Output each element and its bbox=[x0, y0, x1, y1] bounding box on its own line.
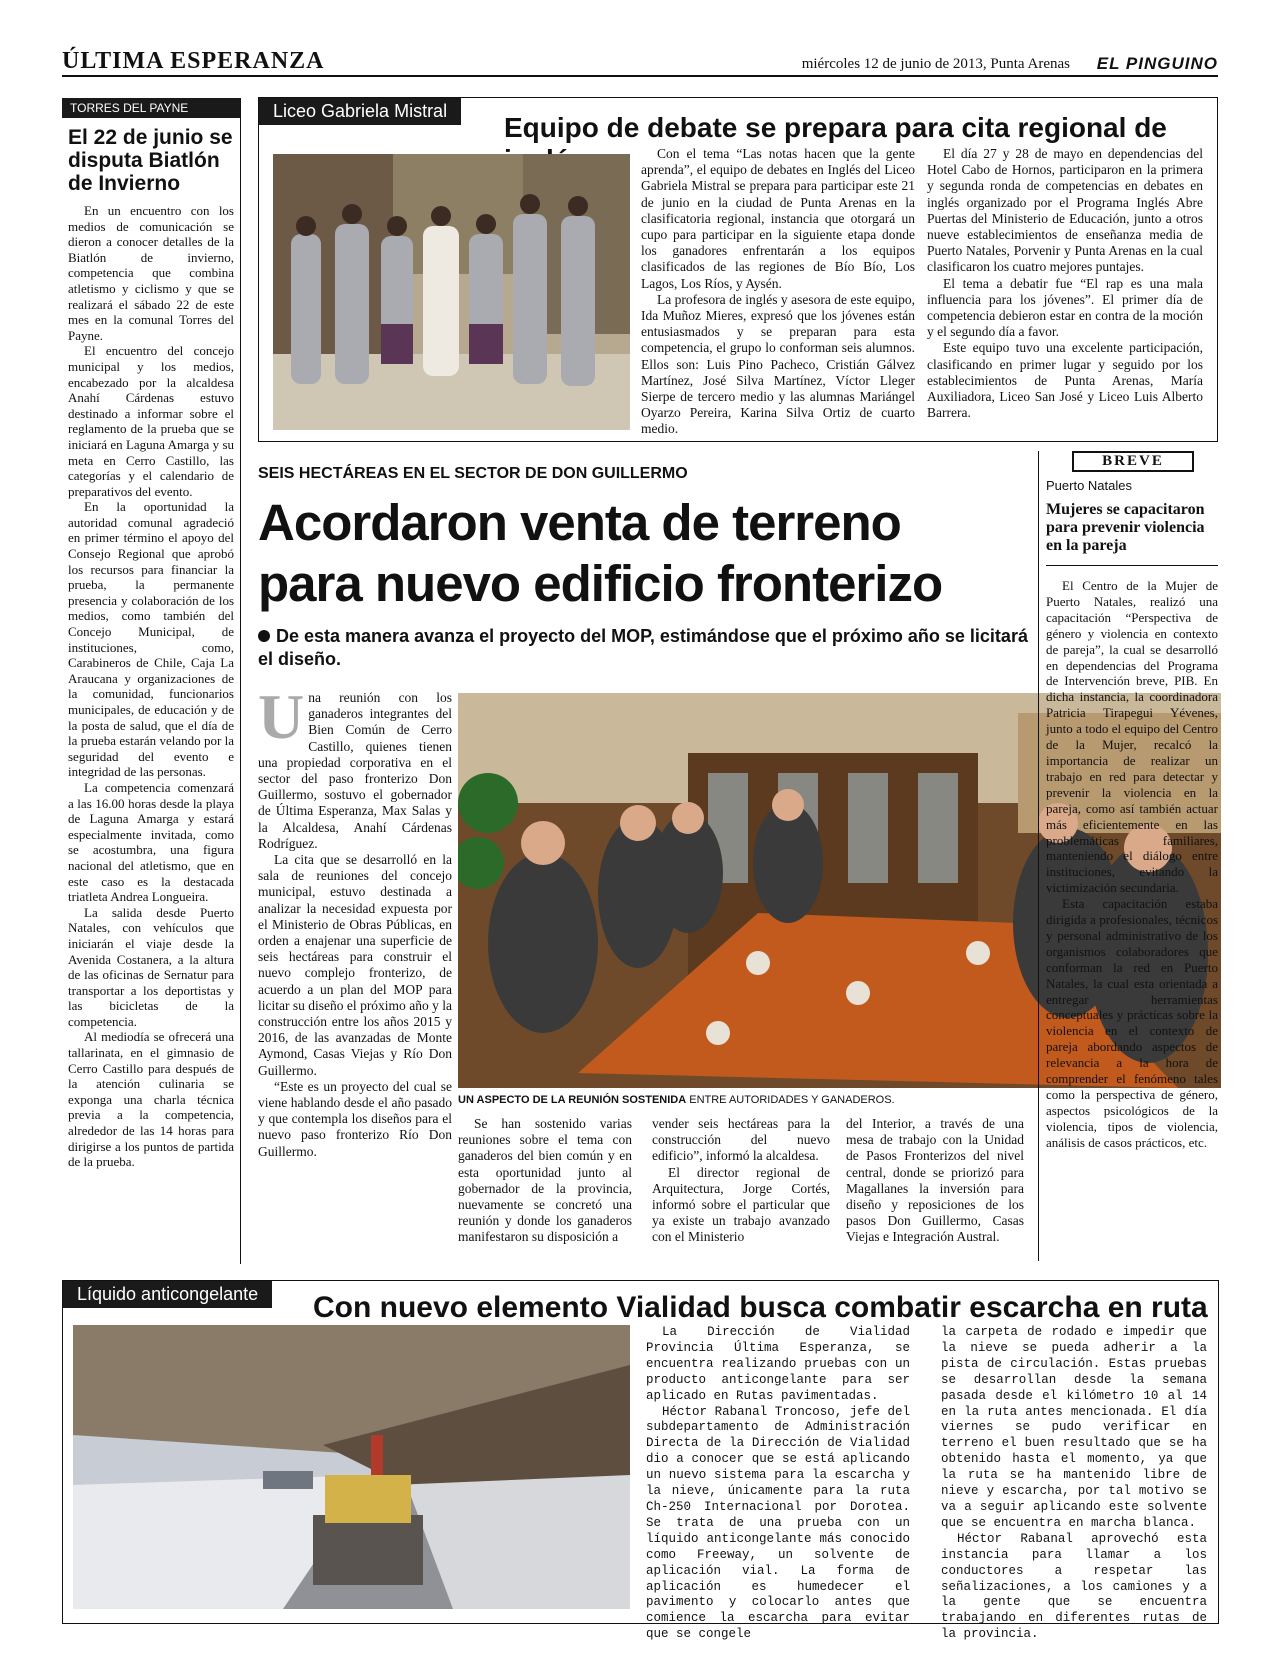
breve-title: Mujeres se capacitaron para prevenir violencia en la pareja bbox=[1046, 501, 1218, 566]
breve-box bbox=[1046, 451, 1218, 1251]
sidebar-article bbox=[62, 98, 234, 1254]
paragraph: Héctor Rabanal Troncoso, jefe del subdepartamento de Administración Directa de la Dirección de Vialidad dio a conocer que se está aplicando un nuevo sistema para la escarcha y la nieve, únicamente para la ruta Ch-250 Internacional por Dorotea. Se trata de una prueba con un líquido anticongelante más conocido como Freeway, un solvente de aplicación vial. La forma de aplicación es humedecer el pavimento y colocarlo antes que comience la escarcha para evitar que se congele bbox=[646, 1404, 910, 1642]
breve-place: Puerto Natales bbox=[1046, 478, 1132, 493]
paragraph: La Dirección de Vialidad Provincia Última Esperanza, se encuentra realizando pruebas con un producto anticongelante para ser aplicado en Rutas pavimentadas. bbox=[646, 1325, 910, 1403]
debate-column-2 bbox=[927, 146, 1203, 421]
bottom-column-2 bbox=[941, 1325, 1207, 1643]
caption-bold: UN ASPECTO DE LA REUNIÓN SOSTENIDA bbox=[458, 1094, 687, 1106]
paragraph: La profesora de inglés y asesora de este equipo, Ida Muñoz Mieres, expresó que los jóvenes están entusiasmados y se preparan para esta competencia, el grupo lo conforman seis alumnos. Ellos son: Luis Pino Pacheco, Cristián Gálvez Martínez, José Silva Martínez, Víctor Lleger Sierpe de tercero medio y las alumnas Mariángel Oyarzo Pereira, Karina Silva Ortiz de cuarto medio. bbox=[641, 291, 915, 437]
sidebar-rule bbox=[240, 98, 241, 1264]
breve-body bbox=[1046, 578, 1218, 1151]
main-bullet-text: De esta manera avanza el proyecto del MOP, estimándose que el próximo año se licitará el diseño. bbox=[258, 626, 1028, 669]
paragraph: Este equipo tuvo una excelente participación, clasificando en primer lugar y seguido por los establecimientos de Punta Arenas, María Auxiliadora, Liceo San José y Liceo Luis Alberto Barrera. bbox=[927, 340, 1203, 421]
sidebar-body bbox=[68, 203, 234, 1170]
header-rule bbox=[62, 75, 1218, 77]
bottom-kicker: Líquido anticongelante bbox=[63, 1281, 272, 1308]
paragraph: La competencia comenzará a las 16.00 horas desde la playa de Laguna Amarga y estará especialmente invitada, como se acostumbra, una figura nacional del atletismo, que en este caso es la destacada triatleta Andrea Longueira. bbox=[68, 779, 234, 905]
main-column-1 bbox=[258, 681, 452, 1160]
newspaper-logo: EL PINGUINO bbox=[1096, 54, 1218, 73]
paragraph: En un encuentro con los medios de comunicación se dieron a conocer detalles de la Biatlón de invierno, competencia que combina atletismo y ciclismo y que se realizará el sábado 22 de este mes en la comunal Torres del Payne. bbox=[68, 203, 234, 343]
drop-cap: U bbox=[258, 681, 305, 752]
main-lead bbox=[258, 681, 452, 852]
paragraph: Se han sostenido varias reuniones sobre el tema con ganaderos del bien común y en esta oportunidad junto al gobernador de la provincia, nuevamente se concretó una reunión y donde los ganaderos manifestaron su disposición a bbox=[458, 1116, 632, 1245]
main-column-2 bbox=[458, 1116, 632, 1246]
paragraph: El director regional de Arquitectura, Jorge Cortés, informó sobre el particular que ya existe un trabajo avanzado con el Ministerio bbox=[652, 1164, 830, 1245]
paragraph: El día 27 y 28 de mayo en dependencias del Hotel Cabo de Hornos, participaron en la primera y segunda ronda de competencias en debates en inglés organizado por el Programa Inglés Abre Puertas del Ministerio de Educación, junto a otros nueve establecimientos de enseñanza media de Puerto Natales, Porvenir y Punta Arenas en la cual clasificaron los cuatro mejores puntajes. bbox=[927, 146, 1203, 275]
paragraph: El Centro de la Mujer de Puerto Natales, realizó una capacitación “Perspectiva de género y violencia en contexto de pareja”, la cual se desarrolló en dependencias del Programa de Intervención breve, PIB. En dicha instancia, la coordinadora Patricia Tirapegui Yévenes, junto a todo el equipo del Centro de la Mujer, recalcó la importancia de realizar un trabajo en red para detectar y prevenir la violencia en la pareja, como así también actuar más eficientemente en las problemáticas familiares, manteniendo el diálogo entre instituciones, evitando la victimización secundaria. bbox=[1046, 578, 1218, 896]
main-title-line-1: Acordaron venta de terreno bbox=[258, 494, 901, 551]
sidebar-kicker: TORRES DEL PAYNE bbox=[62, 98, 240, 118]
paragraph: Con el tema “Las notas hacen que la gente aprenda”, el equipo de debates en Inglés del Liceo Gabriela Mistral se prepara para participar este 21 de junio en la ciudad de Punta Arenas en la clasificatoria regional, instancia que otorgará un cupo para participar en la siguiente etapa donde los ganadores enfrentarán a los equipos clasificados de las regiones de Bío Bío, Los Lagos, Los Ríos, y Aysén. bbox=[641, 146, 915, 291]
sidebar-title: El 22 de junio se disputa Biatlón de Invierno bbox=[68, 126, 233, 195]
main-bullet bbox=[258, 625, 1028, 671]
debate-team-photo bbox=[273, 154, 630, 430]
main-kicker: SEIS HECTÁREAS EN EL SECTOR DE DON GUILLERMO bbox=[258, 465, 688, 482]
debate-column-1 bbox=[641, 146, 915, 438]
road-truck-photo bbox=[73, 1325, 630, 1609]
paragraph: El tema a debatir fue “El rap es una mala influencia para los jóvenes”. El primer día de competencia debieron estar en contra de la moción y el segundo día a favor. bbox=[927, 275, 1203, 340]
breve-rule bbox=[1038, 451, 1039, 1261]
paragraph: Héctor Rabanal aprovechó esta instancia para llamar a los conductores a respetar las señalizaciones, a los camiones y a la gente que se encuentra trabajando en diferentes rutas de la provincia. bbox=[941, 1531, 1207, 1642]
bottom-article bbox=[62, 1280, 1219, 1642]
main-title-line-2: para nuevo edificio fronterizo bbox=[258, 555, 943, 612]
paragraph: El encuentro del concejo municipal y los medios, encabezado por la alcaldesa Anahí Cárdenas estuvo destinado a informar sobre el reglamento de la prueba que se iniciará en Laguna Amarga y su meta en Cerro Castillo, las categorías y el calendario de preparativos del evento. bbox=[68, 343, 234, 499]
breve-label: BREVE bbox=[1072, 451, 1194, 472]
paragraph: del Interior, a través de una mesa de trabajo con la Unidad de Pasos Fronterizos del nivel central, donde se priorizó para Magallanes la inversión para diseño y reposiciones de los pasos Don Guillermo, Casas Viejas e Integración Austral. bbox=[846, 1116, 1024, 1245]
meeting-photo-caption bbox=[458, 1094, 895, 1106]
main-column-1-body bbox=[258, 852, 452, 1160]
paragraph: la carpeta de rodado e impedir que la nieve se pueda adherir a la pista de circulación. Estas pruebas se desarrollan desde la semana pasada desde el kilómetro 10 al 14 en la ruta antes mencionada. El día viernes se pudo verificar en terreno el buen resultado que se ha obtenido hasta el momento, ya que la ruta se ha mantenido libre de nieve y escarcha, por tal motivo se va a seguir aplicando este solvente que se encuentra en marcha blanca. bbox=[941, 1325, 1207, 1530]
bottom-title: Con nuevo elemento Vialidad busca combatir escarcha en ruta bbox=[313, 1291, 1208, 1324]
main-lead-text: na reunión con los ganaderos integrantes del Bien Común de Cerro Castillo, quienes tienen una propiedad corporativa en el sector del paso fronterizo Don Guillermo, sostuvo el gobernador de Última Esperanza, Max Salas y la Alcaldesa, Anahí Cárdenas Rodríguez. bbox=[258, 690, 452, 851]
section-title: ÚLTIMA ESPERANZA bbox=[62, 48, 325, 74]
bullet-dot-icon bbox=[258, 630, 270, 642]
debate-article bbox=[258, 97, 1218, 442]
paragraph: “Este es un proyecto del cual se viene hablando desde el año pasado y que contempla los diseños para el nuevo paso fronterizo Río Don Guillermo. bbox=[258, 1078, 452, 1159]
debate-kicker: Liceo Gabriela Mistral bbox=[259, 98, 461, 125]
main-column-4 bbox=[846, 1116, 1024, 1246]
paragraph: Al mediodía se ofrecerá una tallarinata, en el gimnasio de Cerro Castillo para después de la atención culinaria se exponga una charla técnica previa a la competencia, alrededor de las 14 horas para dirigirse a los puntos de partida de la prueba. bbox=[68, 1029, 234, 1170]
issue-date: miércoles 12 de junio de 2013, Punta Arenas bbox=[801, 56, 1070, 72]
paragraph: vender seis hectáreas para la construcción del nuevo edificio”, informó la alcaldesa. bbox=[652, 1116, 830, 1164]
paragraph: Esta capacitación estaba dirigida a profesionales, técnicos y personal administrativo de los organismos colaboradores que conforman la red en Puerto Natales, la cual esta orientada a entregar herramientas conceptuales y prácticas sobre la violencia en el contexto de pareja abordando aspectos de relevancia a la hora de comprender el fenómeno tales como la perspectiva de género, aspectos psicológicos de la violencia, tipos de violencia, análisis de casos prácticos, etc. bbox=[1046, 896, 1218, 1150]
caption-text: ENTRE AUTORIDADES Y GANADEROS. bbox=[686, 1094, 895, 1106]
paragraph: La salida desde Puerto Natales, con vehículos que iniciarán el viaje desde la Avenida Costanera, a la altura de las oficinas de Sernatur para transportar a los deportistas y las bicicletas de la competencia. bbox=[68, 904, 234, 1029]
debate-title: Equipo de debate se prepara para cita regional de bbox=[504, 112, 1167, 143]
bottom-column-1 bbox=[646, 1325, 910, 1643]
paragraph: La cita que se desarrolló en la sala de reuniones del concejo municipal, estuvo destinada a analizar la necesidad expuesta por el Ministerio de Obras Públicas, en orden a enajenar una superficie de seis hectáreas para construir el nuevo complejo fronterizo, de acuerdo a un plan del MOP para licitar su diseño el próximo año y la construcción entre los años 2015 y 2016, de las avanzadas de Monte Aymond, Casas Viejas y Río Don Guillermo. bbox=[258, 852, 452, 1078]
paragraph: En la oportunidad la autoridad comunal agradeció en primer término el apoyo del Consejo Regional que aprobó los recursos para financiar la prueba, la permanente presencia y colaboración de los medios, como también del Concejo Municipal, de instituciones, como, Carabineros de Chile, Caja La Araucana y organizaciones de la comunidad, funcionarios municipales, de educación y de la posta de salud, que el día de la prueba estarán velando por la seguridad del evento e integridad de las personas. bbox=[68, 499, 234, 780]
main-column-3 bbox=[652, 1116, 830, 1246]
